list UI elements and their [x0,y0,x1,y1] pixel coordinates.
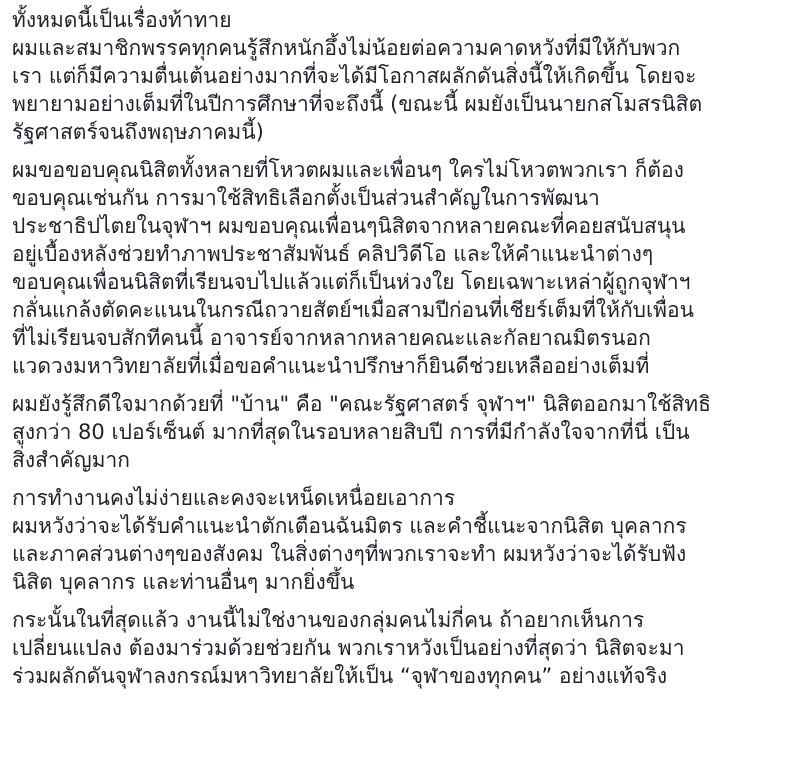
text-line: ขอบคุณเพื่อนนิสิตที่เรียนจบไปแล้วแต่ก็เป็นห่วงใย โดยเฉพาะเหล่าผู้ถูกจุฬาฯ [12,270,691,294]
text-line: นิสิต บุคลากร และท่านอื่นๆ มากยิ่งขึ้น [12,570,355,594]
text-line: ผมยังรู้สึกดีใจมากด้วยที่ "บ้าน" คือ "คณะรัฐศาสตร์ จุฬาฯ" นิสิตออกมาใช้สิทธิ [12,392,711,416]
text-line: ทั้งหมดนี้เป็นเรื่องท้าทาย [12,8,232,32]
text-line: สูงกว่า 80 เปอร์เซ็นต์ มากที่สุดในรอบหลายสิบปี การที่มีกำลังใจจากที่นี่ เป็น [12,420,690,444]
paragraph-2 [12,156,790,380]
text-line: ร่วมผลักดันจุฬาลงกรณ์มหาวิทยาลัยให้เป็น “จุฬาของทุกคน” อย่างแท้จริง [12,664,668,688]
text-line: อยู่เบื้องหลังช่วยทำภาพประชาสัมพันธ์ คลิปวิดีโอ และให้คำแนะนำต่างๆ [12,242,654,266]
text-line: กระนั้นในที่สุดแล้ว งานนี้ไม่ใช่งานของกลุ่มคนไม่กี่คน ถ้าอยากเห็นการ [12,608,645,632]
text-line: ประชาธิปไตยในจุฬาฯ ผมขอบคุณเพื่อนๆนิสิตจากหลายคณะที่คอยสนับสนุน [12,214,686,238]
text-line: แวดวงมหาวิทยาลัยที่เมื่อขอคำแนะนำปรึกษาก็ยินดีช่วยเหลืออย่างเต็มที่ [12,354,650,378]
paragraph-5 [12,606,790,690]
text-line: และภาคส่วนต่างๆของสังคม ในสิ่งต่างๆที่พวกเราจะทำ ผมหวังว่าจะได้รับฟัง [12,542,687,566]
paragraph-4 [12,484,790,596]
text-line: ที่ไม่เรียนจบสักทีคนนี้ อาจารย์จากหลากหลายคณะและกัลยาณมิตรนอก [12,326,651,350]
text-line: ผมหวังว่าจะได้รับคำแนะนำตักเตือนฉันมิตร และคำชี้แนะจากนิสิต บุคลากร [12,514,687,538]
text-line: ขอบคุณเช่นกัน การมาใช้สิทธิเลือกตั้งเป็นส่วนสำคัญในการพัฒนา [12,186,600,210]
text-line: สิ่งสำคัญมาก [12,448,130,472]
text-line: รัฐศาสตร์จนถึงพฤษภาคมนี้) [12,120,264,144]
text-line: การทำงานคงไม่ง่ายและคงจะเหน็ดเหนื่อยเอาการ [12,486,456,510]
text-line: เรา แต่ก็มีความตื่นเต้นอย่างมากที่จะได้มีโอกาสผลักดันสิ่งนี้ให้เกิดขึ้น โดยจะ [12,64,697,88]
text-line: เปลี่ยนแปลง ต้องมาร่วมด้วยช่วยกัน พวกเราหวังเป็นอย่างที่สุดว่า นิสิตจะมา [12,636,685,660]
text-line: กลั่นแกล้งตัดคะแนนในกรณีถวายสัตย์ฯเมื่อสามปีก่อนที่เชียร์เต็มที่ให้กับเพื่อน [12,298,694,322]
text-line: ผมและสมาชิกพรรคทุกคนรู้สึกหนักอึ้งไม่น้อยต่อความคาดหวังที่มีให้กับพวก [12,36,681,60]
text-line: ผมขอขอบคุณนิสิตทั้งหลายที่โหวตผมและเพื่อนๆ ใครไม่โหวตพวกเรา ก็ต้อง [12,158,684,182]
text-line: พยายามอย่างเต็มที่ในปีการศึกษาที่จะถึงนี้ (ขณะนี้ ผมยังเป็นนายกสโมสรนิสิต [12,92,703,116]
paragraph-3 [12,390,790,474]
paragraph-1 [12,6,790,146]
